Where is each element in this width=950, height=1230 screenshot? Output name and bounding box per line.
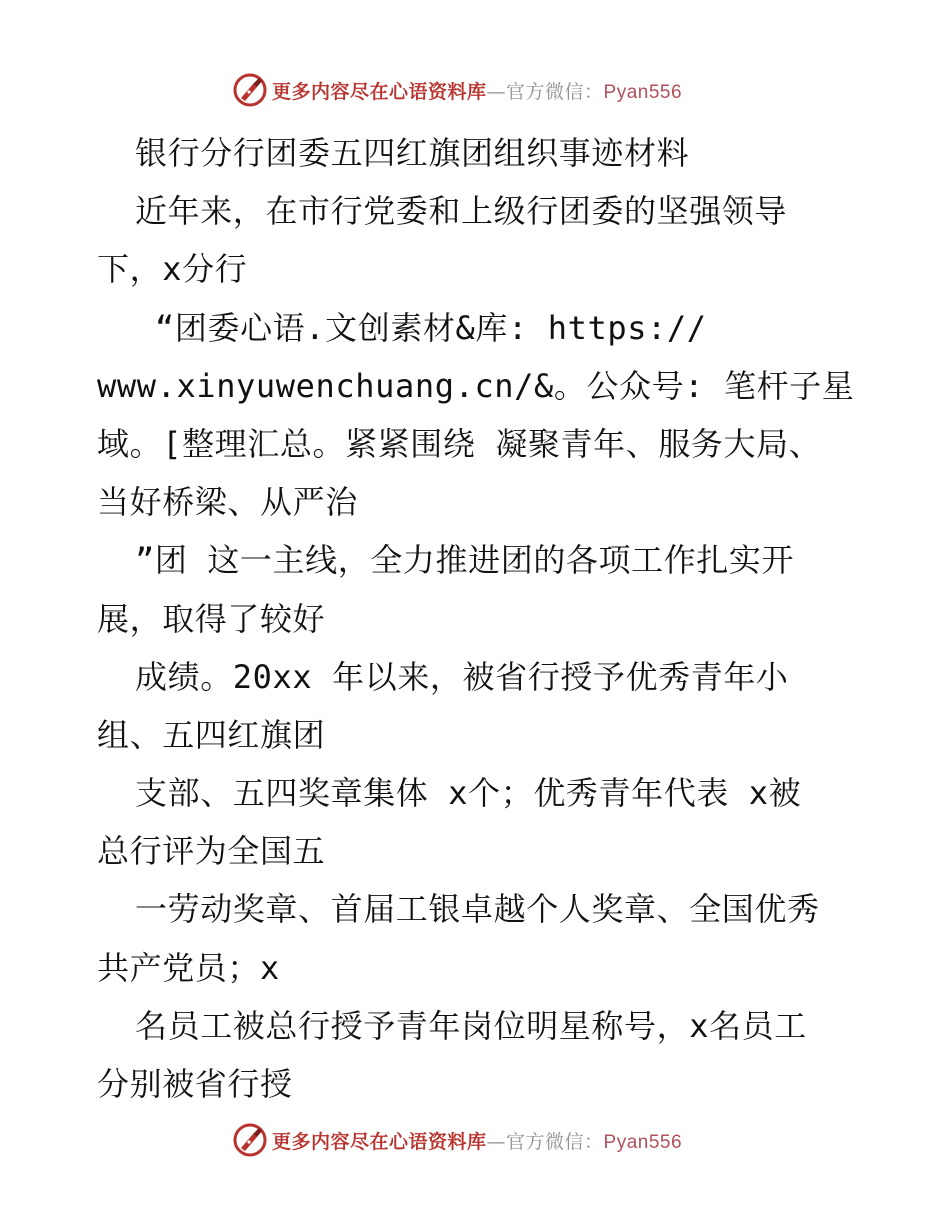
banner-text [272, 77, 682, 104]
body-line: 当好桥梁、从严治 [97, 483, 358, 522]
banner-wechat-label: 官方微信 [506, 80, 585, 103]
document-title: 银行分行团委五四红旗团组织事迹材料 [135, 134, 690, 172]
banner-wechat-label: 官方微信 [506, 1130, 585, 1153]
body-line: 一劳动奖章、首届工银卓越个人奖章、全国优秀 [135, 890, 820, 929]
body-line: 下，x分行 [97, 250, 248, 289]
banner-brand: 更多内容尽在心语资料库 [272, 80, 487, 103]
banner-account: Pyan556 [603, 1131, 683, 1153]
body-line: 域。[整理汇总。紧紧围绕 凝聚青年、服务大局、 [97, 424, 822, 463]
body-line: 展，取得了较好 [97, 599, 326, 638]
body-line: “团委心语.文创素材&库: https:// [155, 308, 707, 347]
body-line: 成绩。20xx 年以来，被省行授予优秀青年小 [135, 657, 789, 696]
banner-colon: ： [584, 80, 604, 103]
body-line: 总行评为全国五 [97, 832, 326, 871]
body-line: 组、五四红旗团 [97, 715, 326, 754]
pen-nib-logo-icon [232, 1122, 268, 1158]
pen-nib-logo-icon [232, 72, 268, 108]
body-line: 支部、五四奖章集体 x个；优秀青年代表 x被 [135, 774, 802, 813]
document-body [97, 124, 877, 1113]
banner-colon: ： [584, 1130, 604, 1153]
body-line: 共产党员；x [97, 948, 280, 987]
body-line: www.xinyuwenchuang.cn/&。公众号: 笔杆子星 [97, 366, 855, 405]
banner-brand: 更多内容尽在心语资料库 [272, 1130, 487, 1153]
header-watermark-banner [232, 71, 682, 109]
banner-account: Pyan556 [603, 81, 683, 103]
banner-separator: — [486, 1130, 507, 1153]
footer-watermark-banner [232, 1121, 682, 1159]
body-line: 近年来，在市行党委和上级行团委的坚强领导 [135, 192, 788, 231]
body-line: 分别被省行授 [97, 1065, 293, 1103]
body-line: ”团 这一主线，全力推进团的各项工作扎实开 [135, 541, 795, 580]
banner-text [272, 1127, 682, 1154]
banner-separator: — [486, 80, 507, 103]
body-line: 名员工被总行授予青年岗位明星称号，x名员工 [135, 1006, 807, 1045]
